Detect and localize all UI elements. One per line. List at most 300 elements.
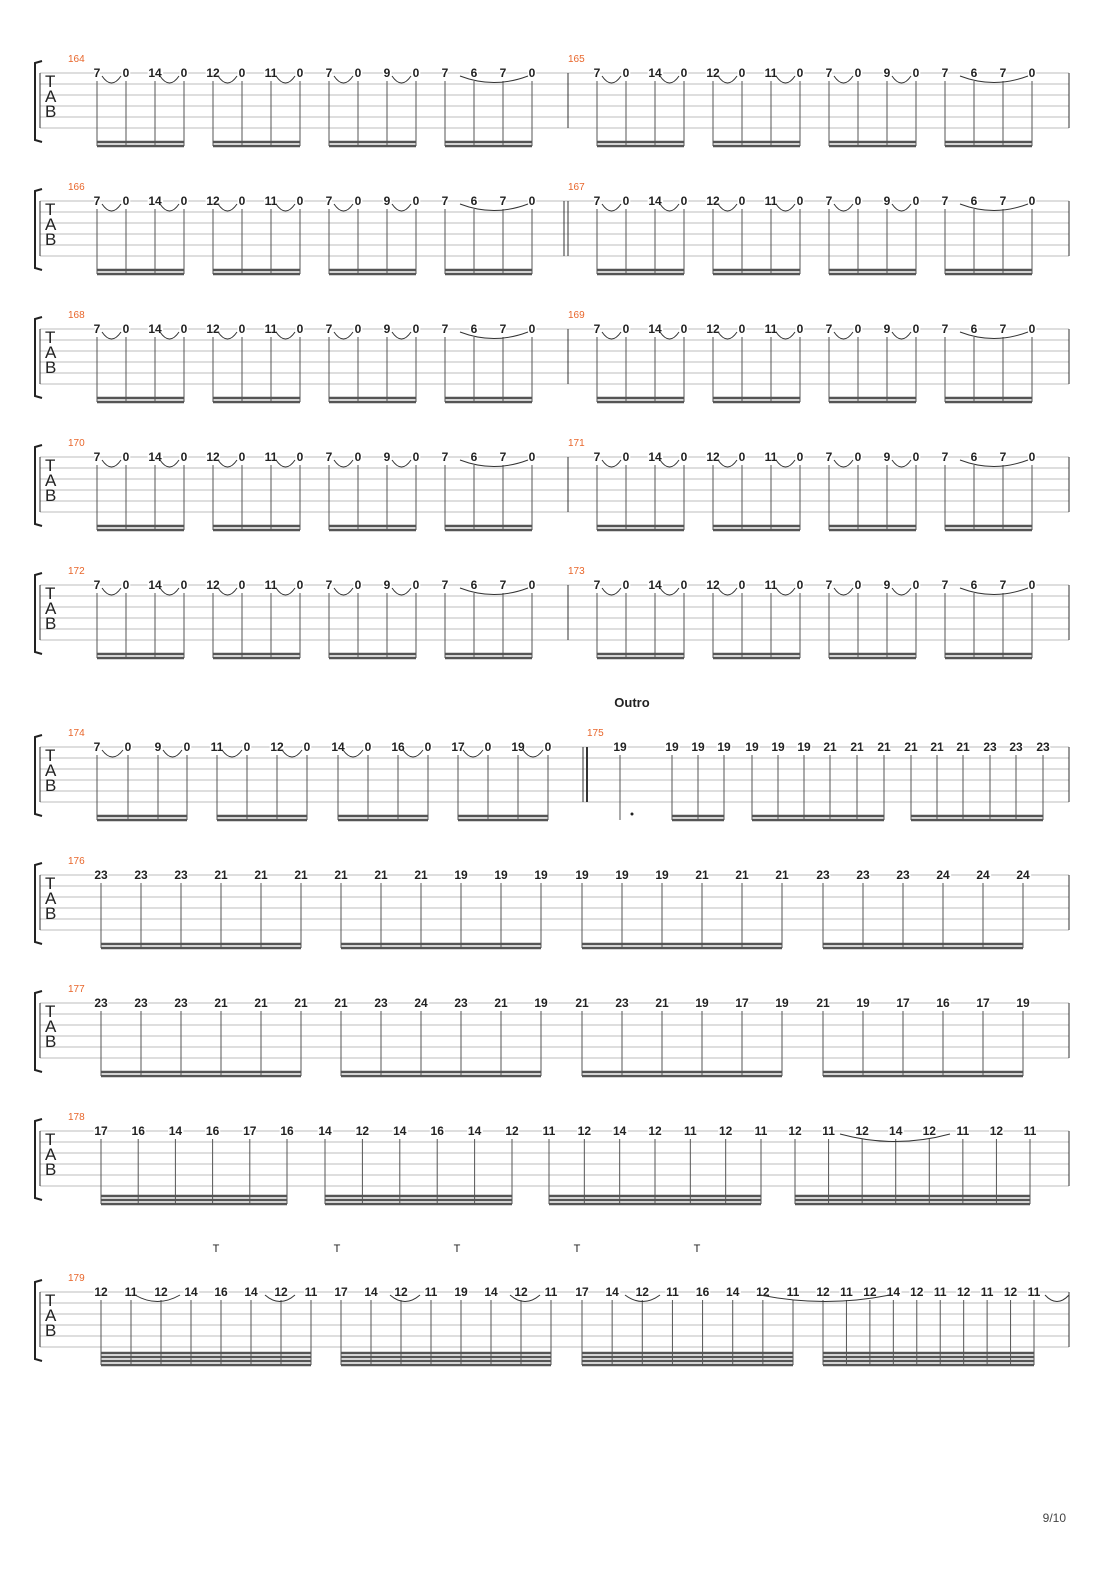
- fret-number: 14: [331, 740, 345, 754]
- fret-number: 21: [816, 996, 830, 1010]
- fret-number: 21: [214, 996, 228, 1010]
- tab-clef-letter-b: B: [45, 1032, 57, 1051]
- fret-number: 0: [412, 578, 420, 592]
- fret-number: 7: [825, 194, 833, 208]
- fret-number: 21: [850, 740, 864, 754]
- fret-number: 0: [180, 450, 188, 464]
- measure-number: 178: [68, 1112, 85, 1123]
- fret-number: 0: [912, 66, 920, 80]
- fret-number: 14: [484, 1285, 498, 1299]
- tab-clef-letter-a: A: [45, 1017, 57, 1036]
- fret-number: 11: [264, 66, 278, 80]
- measure-number: 179: [68, 1273, 85, 1284]
- fret-number: 7: [499, 578, 507, 592]
- fret-number: 19: [511, 740, 525, 754]
- fret-number: 21: [904, 740, 918, 754]
- fret-number: 14: [148, 578, 162, 592]
- fret-number: 21: [655, 996, 669, 1010]
- fret-number: 7: [441, 450, 449, 464]
- tab-clef-letter-t: T: [45, 456, 56, 475]
- fret-number: 23: [816, 868, 830, 882]
- fret-number: 16: [391, 740, 405, 754]
- slur-arc: [102, 76, 121, 83]
- slur-arc: [343, 750, 363, 757]
- fret-number: 12: [94, 1285, 108, 1299]
- fret-number: 17: [334, 1285, 348, 1299]
- fret-number: 6: [470, 194, 478, 208]
- fret-number: 7: [941, 194, 949, 208]
- fret-number: 19: [1016, 996, 1030, 1010]
- fret-number: 17: [94, 1124, 108, 1138]
- fret-number: 0: [912, 450, 920, 464]
- fret-number: 0: [122, 322, 130, 336]
- slur-arc: [218, 588, 237, 595]
- fret-number: 0: [544, 740, 552, 754]
- tab-clef-letter-a: A: [45, 1306, 57, 1325]
- fret-number: 11: [304, 1285, 318, 1299]
- fret-number: 0: [528, 322, 536, 336]
- slur-arc: [160, 460, 179, 467]
- fret-number: 0: [738, 66, 746, 80]
- slur-arc: [892, 460, 911, 467]
- fret-number: 0: [180, 66, 188, 80]
- slur-arc: [218, 76, 237, 83]
- fret-number: 11: [933, 1285, 947, 1299]
- fret-number: 0: [303, 740, 311, 754]
- slur-arc: [102, 750, 123, 757]
- slur-arc: [392, 204, 411, 211]
- fret-number: 0: [180, 322, 188, 336]
- fret-number: 0: [622, 450, 630, 464]
- fret-number: 7: [593, 194, 601, 208]
- fret-number: 7: [325, 66, 333, 80]
- fret-number: 19: [717, 740, 731, 754]
- fret-number: 0: [738, 578, 746, 592]
- slur-arc: [602, 588, 621, 595]
- slur-arc: [660, 204, 679, 211]
- slur-arc: [334, 204, 353, 211]
- fret-number: 7: [825, 450, 833, 464]
- fret-number: 14: [148, 450, 162, 464]
- fret-number: 0: [124, 740, 132, 754]
- slur-arc: [718, 332, 737, 339]
- fret-number: 24: [936, 868, 950, 882]
- fret-number: 7: [499, 194, 507, 208]
- fret-number: 11: [764, 578, 778, 592]
- tab-clef-letter-b: B: [45, 358, 57, 377]
- fret-number: 6: [970, 450, 978, 464]
- tapping-mark: T: [212, 1243, 220, 1255]
- fret-number: 19: [695, 996, 709, 1010]
- fret-number: 19: [655, 868, 669, 882]
- fret-number: 0: [412, 66, 420, 80]
- fret-number: 12: [505, 1124, 519, 1138]
- fret-number: 0: [412, 322, 420, 336]
- fret-number: 14: [648, 66, 662, 80]
- fret-number: 7: [999, 578, 1007, 592]
- fret-number: 7: [825, 322, 833, 336]
- fret-number: 11: [666, 1285, 679, 1299]
- fret-number: 19: [613, 740, 627, 754]
- fret-number: 0: [296, 322, 304, 336]
- fret-number: 23: [134, 996, 148, 1010]
- measure-number: 166: [68, 182, 85, 193]
- fret-number: 7: [441, 322, 449, 336]
- fret-number: 21: [823, 740, 837, 754]
- fret-number: 0: [622, 194, 630, 208]
- tab-clef-letter-a: A: [45, 343, 57, 362]
- fret-number: 19: [771, 740, 785, 754]
- tab-clef-letter-a: A: [45, 889, 57, 908]
- fret-number: 21: [294, 868, 308, 882]
- slur-arc: [160, 76, 179, 83]
- slur-arc: [276, 76, 295, 83]
- fret-number: 21: [956, 740, 970, 754]
- tab-clef-letter-t: T: [45, 200, 56, 219]
- fret-number: 19: [575, 868, 589, 882]
- fret-number: 12: [514, 1285, 528, 1299]
- fret-number: 12: [706, 450, 720, 464]
- fret-number: 0: [796, 66, 804, 80]
- slur-arc: [160, 588, 179, 595]
- fret-number: 12: [788, 1124, 802, 1138]
- slur-arc: [160, 332, 179, 339]
- fret-number: 14: [648, 322, 662, 336]
- slur-arc: [776, 204, 795, 211]
- fret-number: 11: [544, 1285, 558, 1299]
- fret-number: 0: [912, 194, 920, 208]
- slur-arc: [102, 460, 121, 467]
- fret-number: 9: [883, 66, 891, 80]
- tab-clef-letter-a: A: [45, 1145, 57, 1164]
- fret-number: 7: [941, 322, 949, 336]
- fret-number: 11: [786, 1285, 800, 1299]
- tab-clef-letter-b: B: [45, 1160, 57, 1179]
- slur-arc: [660, 332, 679, 339]
- slur-arc: [776, 76, 795, 83]
- tab-clef-letter-a: A: [45, 87, 57, 106]
- fret-number: 12: [756, 1285, 770, 1299]
- tab-clef-letter-a: A: [45, 761, 57, 780]
- measure-number: 168: [68, 310, 85, 321]
- slur-arc: [834, 332, 853, 339]
- fret-number: 11: [764, 194, 778, 208]
- tab-clef-letter-b: B: [45, 230, 57, 249]
- fret-number: 12: [206, 66, 220, 80]
- fret-number: 17: [575, 1285, 589, 1299]
- fret-number: 0: [738, 322, 746, 336]
- fret-number: 7: [93, 66, 101, 80]
- fret-number: 14: [244, 1285, 258, 1299]
- fret-number: 6: [970, 578, 978, 592]
- fret-number: 0: [680, 450, 688, 464]
- fret-number: 0: [1028, 66, 1036, 80]
- fret-number: 7: [825, 578, 833, 592]
- fret-number: 12: [577, 1124, 592, 1138]
- dotted-note-dot: [631, 813, 634, 816]
- fret-number: 7: [941, 578, 949, 592]
- measure-number: 172: [68, 566, 85, 577]
- fret-number: 7: [93, 740, 101, 754]
- fret-number: 9: [383, 450, 391, 464]
- fret-number: 14: [889, 1124, 903, 1138]
- slur-arc: [403, 750, 423, 757]
- tab-clef-letter-t: T: [45, 1130, 56, 1149]
- fret-number: 16: [695, 1285, 710, 1299]
- fret-number: 0: [796, 194, 804, 208]
- fret-number: 0: [854, 450, 862, 464]
- tab-clef-letter-t: T: [45, 328, 56, 347]
- slur-arc: [218, 460, 237, 467]
- measure-number: 171: [568, 438, 585, 449]
- fret-number: 0: [484, 740, 492, 754]
- fret-number: 11: [683, 1124, 697, 1138]
- slur-arc: [602, 76, 621, 83]
- fret-number: 11: [210, 740, 224, 754]
- fret-number: 0: [183, 740, 191, 754]
- slur-arc: [718, 460, 737, 467]
- fret-number: 12: [394, 1285, 408, 1299]
- fret-number: 12: [635, 1285, 649, 1299]
- fret-number: 19: [494, 868, 508, 882]
- measure-number: 165: [568, 54, 585, 65]
- measure-number: 167: [568, 182, 585, 193]
- tab-clef-letter-t: T: [45, 1291, 56, 1310]
- fret-number: 7: [325, 578, 333, 592]
- slur-arc: [334, 76, 353, 83]
- fret-number: 19: [797, 740, 811, 754]
- tab-clef-letter-b: B: [45, 102, 57, 121]
- fret-number: 7: [593, 578, 601, 592]
- slur-arc: [392, 332, 411, 339]
- fret-number: 14: [168, 1124, 183, 1138]
- slur-arc: [334, 588, 353, 595]
- fret-number: 0: [354, 450, 362, 464]
- fret-number: 14: [148, 194, 162, 208]
- fret-number: 7: [593, 66, 601, 80]
- fret-number: 16: [280, 1124, 294, 1138]
- slur-arc: [892, 204, 911, 211]
- fret-number: 16: [936, 996, 950, 1010]
- fret-number: 9: [883, 578, 891, 592]
- fret-number: 0: [622, 66, 630, 80]
- fret-number: 21: [930, 740, 944, 754]
- fret-number: 23: [1009, 740, 1023, 754]
- slur-arc: [392, 76, 411, 83]
- fret-number: 7: [593, 322, 601, 336]
- fret-number: 0: [680, 578, 688, 592]
- fret-number: 11: [980, 1285, 994, 1299]
- fret-number: 17: [976, 996, 990, 1010]
- tapping-mark: T: [693, 1243, 701, 1255]
- slur-arc: [776, 588, 795, 595]
- tab-clef-letter-a: A: [45, 215, 57, 234]
- slur-arc: [102, 332, 121, 339]
- fret-number: 6: [970, 322, 978, 336]
- fret-number: 0: [238, 450, 246, 464]
- slur-arc: [718, 76, 737, 83]
- fret-number: 11: [956, 1124, 970, 1138]
- fret-number: 0: [354, 578, 362, 592]
- fret-number: 11: [764, 66, 778, 80]
- slur-arc: [602, 332, 621, 339]
- fret-number: 21: [695, 868, 709, 882]
- slur-arc: [276, 332, 295, 339]
- fret-number: 12: [270, 740, 284, 754]
- fret-number: 16: [214, 1285, 228, 1299]
- slur-arc: [660, 588, 679, 595]
- slur-arc: [102, 204, 121, 211]
- fret-number: 14: [318, 1124, 332, 1138]
- fret-number: 7: [999, 66, 1007, 80]
- fret-number: 23: [454, 996, 468, 1010]
- fret-number: 6: [470, 322, 478, 336]
- fret-number: 19: [534, 868, 548, 882]
- fret-number: 0: [1028, 322, 1036, 336]
- fret-number: 0: [796, 322, 804, 336]
- slur-arc: [218, 332, 237, 339]
- fret-number: 12: [1003, 1285, 1018, 1299]
- fret-number: 12: [816, 1285, 830, 1299]
- fret-number: 9: [383, 194, 391, 208]
- slur-arc: [834, 76, 853, 83]
- slur-arc: [892, 332, 911, 339]
- fret-number: 0: [854, 66, 862, 80]
- fret-number: 7: [499, 66, 507, 80]
- fret-number: 0: [296, 450, 304, 464]
- fret-number: 0: [1028, 194, 1036, 208]
- fret-number: 12: [355, 1124, 370, 1138]
- fret-number: 14: [393, 1124, 407, 1138]
- fret-number: 11: [754, 1124, 768, 1138]
- fret-number: 12: [922, 1124, 936, 1138]
- fret-number: 19: [691, 740, 705, 754]
- fret-number: 0: [854, 578, 862, 592]
- fret-number: 0: [528, 450, 536, 464]
- fret-number: 0: [680, 322, 688, 336]
- fret-number: 24: [414, 996, 428, 1010]
- fret-number: 9: [883, 194, 891, 208]
- fret-number: 6: [970, 66, 978, 80]
- tab-clef-letter-a: A: [45, 599, 57, 618]
- fret-number: 23: [174, 868, 188, 882]
- fret-number: 11: [264, 322, 278, 336]
- fret-number: 0: [296, 578, 304, 592]
- fret-number: 0: [238, 194, 246, 208]
- slur-arc: [276, 460, 295, 467]
- fret-number: 0: [424, 740, 432, 754]
- fret-number: 14: [184, 1285, 198, 1299]
- fret-number: 21: [775, 868, 789, 882]
- fret-number: 0: [796, 578, 804, 592]
- fret-number: 7: [441, 194, 449, 208]
- fret-number: 7: [325, 322, 333, 336]
- fret-number: 7: [825, 66, 833, 80]
- tab-clef-letter-t: T: [45, 1002, 56, 1021]
- fret-number: 12: [648, 1124, 662, 1138]
- fret-number: 23: [94, 868, 108, 882]
- fret-number: 7: [999, 450, 1007, 464]
- slur-arc: [334, 332, 353, 339]
- slur-arc: [834, 588, 853, 595]
- fret-number: 21: [254, 996, 268, 1010]
- fret-number: 7: [593, 450, 601, 464]
- fret-number: 0: [622, 578, 630, 592]
- slur-arc: [334, 460, 353, 467]
- fret-number: 0: [528, 66, 536, 80]
- slur-arc: [602, 460, 621, 467]
- fret-number: 11: [764, 450, 778, 464]
- fret-number: 7: [499, 322, 507, 336]
- fret-number: 12: [718, 1124, 733, 1138]
- fret-number: 0: [364, 740, 372, 754]
- fret-number: 23: [856, 868, 870, 882]
- fret-number: 12: [206, 194, 220, 208]
- fret-number: 11: [822, 1124, 835, 1138]
- fret-number: 21: [294, 996, 308, 1010]
- section-label-outro: Outro: [614, 695, 650, 710]
- fret-number: 0: [122, 450, 130, 464]
- fret-number: 14: [148, 322, 162, 336]
- fret-number: 14: [648, 450, 662, 464]
- slur-arc: [602, 204, 621, 211]
- fret-number: 23: [896, 868, 910, 882]
- fret-number: 21: [334, 868, 348, 882]
- slur-arc: [102, 588, 121, 595]
- fret-number: 12: [154, 1285, 168, 1299]
- fret-number: 12: [206, 322, 220, 336]
- fret-number: 7: [93, 194, 101, 208]
- fret-number: 6: [470, 450, 478, 464]
- fret-number: 19: [856, 996, 870, 1010]
- fret-number: 11: [840, 1285, 853, 1299]
- tab-clef-letter-t: T: [45, 72, 56, 91]
- fret-number: 0: [528, 578, 536, 592]
- fret-number: 23: [1036, 740, 1050, 754]
- fret-number: 11: [264, 578, 278, 592]
- fret-number: 21: [575, 996, 589, 1010]
- tab-clef-letter-b: B: [45, 486, 57, 505]
- fret-number: 12: [206, 578, 220, 592]
- fret-number: 11: [542, 1124, 556, 1138]
- fret-number: 0: [296, 194, 304, 208]
- fret-number: 19: [745, 740, 759, 754]
- fret-number: 16: [205, 1124, 220, 1138]
- fret-number: 0: [354, 194, 362, 208]
- fret-number: 21: [414, 868, 428, 882]
- fret-number: 7: [941, 450, 949, 464]
- fret-number: 23: [174, 996, 188, 1010]
- fret-number: 0: [1028, 578, 1036, 592]
- fret-number: 7: [93, 322, 101, 336]
- fret-number: 21: [877, 740, 891, 754]
- fret-number: 0: [1028, 450, 1036, 464]
- slur-arc: [392, 588, 411, 595]
- fret-number: 23: [615, 996, 629, 1010]
- measure-number: 175: [587, 728, 604, 739]
- fret-number: 21: [735, 868, 749, 882]
- slur-arc: [892, 76, 911, 83]
- fret-number: 19: [775, 996, 789, 1010]
- page-number: 9/10: [1042, 1511, 1066, 1525]
- measure-number: 170: [68, 438, 85, 449]
- tab-clef-letter-b: B: [45, 776, 57, 795]
- fret-number: 7: [441, 578, 449, 592]
- fret-number: 12: [855, 1124, 869, 1138]
- fret-number: 17: [896, 996, 910, 1010]
- fret-number: 0: [738, 194, 746, 208]
- fret-number: 9: [383, 66, 391, 80]
